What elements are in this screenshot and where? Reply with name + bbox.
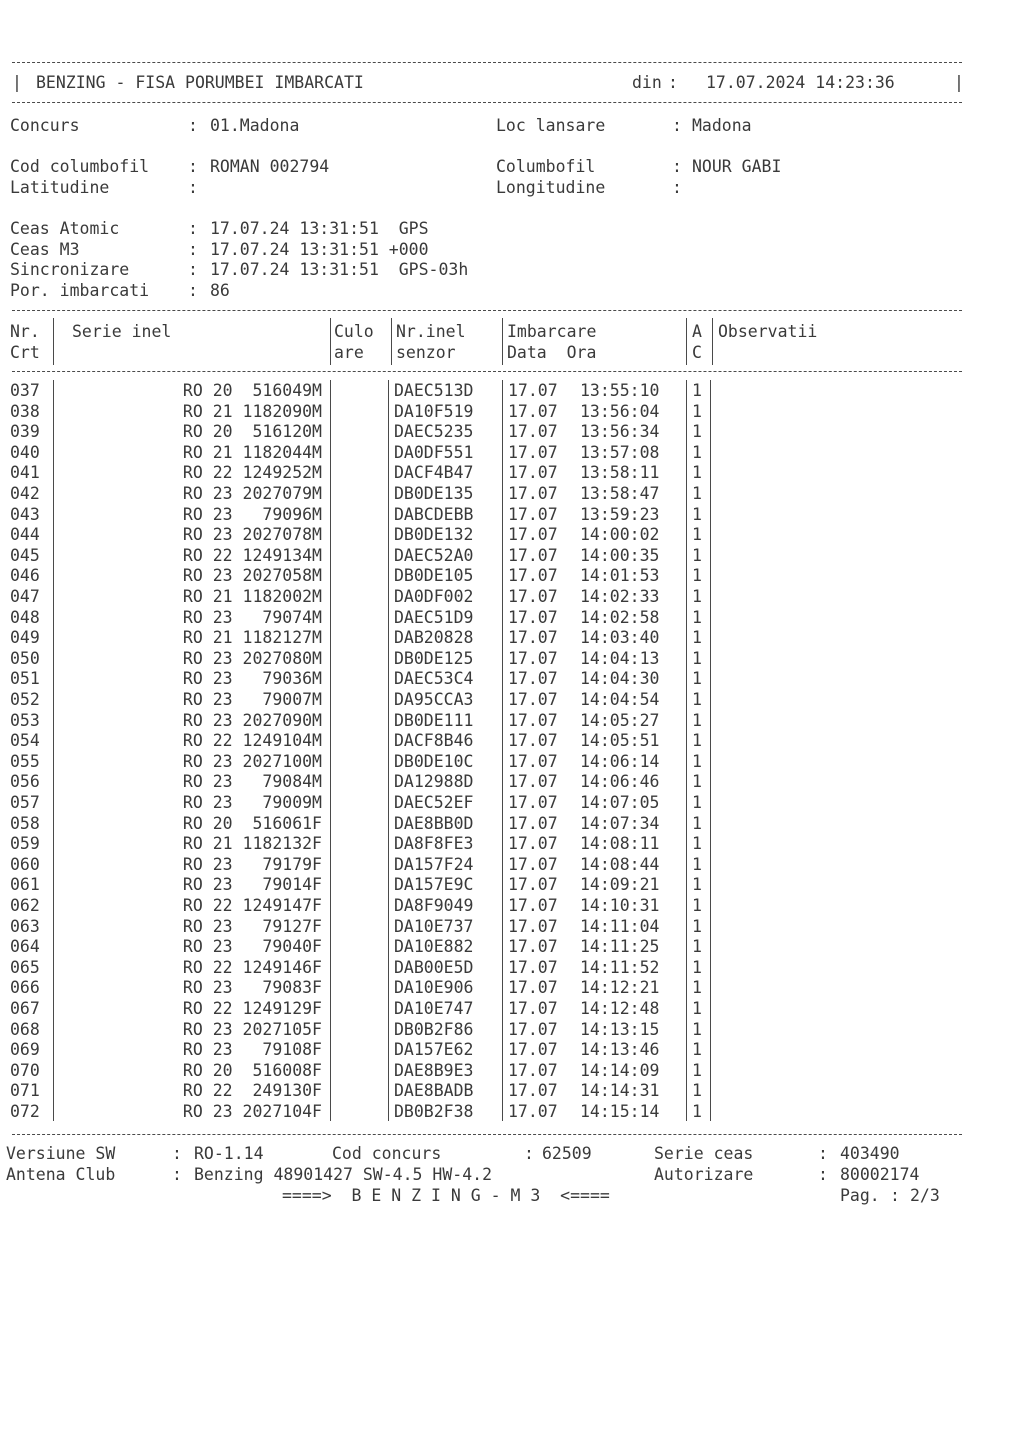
cell-ora: 14:11:04 — [580, 916, 660, 936]
cell-ora: 13:55:10 — [580, 381, 660, 400]
autorizare-label: Autorizare — [654, 1165, 754, 1184]
cell-nr-inel-senzor: DAE8B9E3 — [394, 1060, 474, 1080]
cell-nr-inel-senzor: DA10E906 — [394, 978, 474, 998]
autorizare-value: 80002174 — [840, 1165, 920, 1184]
cell-nr-inel-senzor: DB0DE125 — [394, 648, 474, 668]
col-separator — [330, 318, 331, 365]
cell-nr-inel-senzor: DABCDEBB — [394, 504, 474, 524]
cell-serie-inel: RO 23 2027100M — [182, 751, 322, 771]
cell-data: 17.07 — [508, 916, 558, 936]
cell-nr-inel-senzor: DB0DE10C — [394, 751, 474, 771]
cell-nr-inel-senzor: DA157E9C — [394, 875, 474, 895]
cell-nr: 058 — [10, 813, 40, 833]
cell-nr: 048 — [10, 607, 40, 627]
cell-nr-inel-senzor: DA0DF002 — [394, 587, 474, 606]
cell-serie-inel: RO 23 79009M — [182, 793, 322, 812]
concurs-label: Concurs — [10, 116, 80, 135]
cell-ora: 14:11:25 — [580, 937, 660, 957]
cell-ora: 14:07:05 — [580, 793, 660, 812]
cell-ora: 13:59:23 — [580, 504, 660, 524]
colon: : — [188, 157, 198, 176]
cell-data: 17.07 — [508, 1060, 558, 1080]
cell-ora: 14:06:46 — [580, 772, 660, 792]
cell-serie-inel: RO 20 516049M — [182, 381, 322, 400]
cell-nr-inel-senzor: DAB20828 — [394, 628, 474, 648]
colon: : — [172, 1144, 182, 1163]
table-top-rule — [12, 310, 962, 311]
cell-ora: 13:58:47 — [580, 484, 660, 503]
cell-serie-inel: RO 23 79036M — [182, 669, 322, 689]
brand-line: ====> B E N Z I N G - M 3 <==== — [282, 1186, 610, 1205]
cell-serie-inel: RO 23 2027080M — [182, 648, 322, 668]
cell-nr-inel-senzor: DB0B2F38 — [394, 1102, 474, 1121]
col-header-nr-inel-2: senzor — [396, 343, 456, 362]
cell-ac: 1 — [692, 751, 702, 771]
sincronizare-label: Sincronizare — [10, 260, 130, 279]
porumbei-imbarcati-label: Por. imbarcati — [10, 281, 150, 300]
cell-serie-inel: RO 23 79108F — [182, 1040, 322, 1060]
cell-nr: 057 — [10, 793, 40, 812]
cell-ac: 1 — [692, 401, 702, 421]
cell-ac: 1 — [692, 504, 702, 524]
versiune-sw-label: Versiune SW — [6, 1144, 116, 1163]
cell-ac: 1 — [692, 669, 702, 689]
cell-data: 17.07 — [508, 731, 558, 751]
header-title: BENZING - FISA PORUMBEI IMBARCATI — [36, 73, 364, 92]
cell-ora: 13:57:08 — [580, 442, 660, 462]
cell-ac: 1 — [692, 628, 702, 648]
col-separator — [686, 380, 687, 1121]
cell-ac: 1 — [692, 834, 702, 854]
cell-nr: 053 — [10, 710, 40, 730]
colon: : — [524, 1144, 534, 1163]
col-header-serie-inel: Serie inel — [72, 322, 172, 341]
cell-ac: 1 — [692, 1040, 702, 1060]
cell-nr: 061 — [10, 875, 40, 895]
cell-serie-inel: RO 22 1249134M — [182, 545, 322, 565]
cell-ora: 14:10:31 — [580, 896, 660, 915]
cell-nr: 069 — [10, 1040, 40, 1060]
colon: : — [188, 219, 198, 238]
cell-nr-inel-senzor: DAEC53C4 — [394, 669, 474, 689]
cell-nr-inel-senzor: DA157F24 — [394, 854, 474, 874]
cell-serie-inel: RO 22 1249104M — [182, 731, 322, 751]
cell-data: 17.07 — [508, 772, 558, 792]
versiune-sw-value: RO-1.14 — [194, 1144, 264, 1163]
cell-nr: 070 — [10, 1060, 40, 1080]
col-header-imbarcare: Imbarcare — [507, 322, 597, 341]
cell-data: 17.07 — [508, 854, 558, 874]
cell-ora: 14:05:27 — [580, 710, 660, 730]
col-separator — [686, 318, 687, 365]
cell-ora: 14:11:52 — [580, 957, 660, 977]
cell-serie-inel: RO 23 79084M — [182, 772, 322, 792]
cell-nr: 043 — [10, 504, 40, 524]
cell-serie-inel: RO 20 516008F — [182, 1060, 322, 1080]
cell-ac: 1 — [692, 484, 702, 503]
cell-ora: 14:15:14 — [580, 1102, 660, 1121]
cell-ac: 1 — [692, 896, 702, 915]
cell-data: 17.07 — [508, 545, 558, 565]
cell-nr: 059 — [10, 834, 40, 854]
cell-ac: 1 — [692, 587, 702, 606]
cell-ac: 1 — [692, 731, 702, 751]
cell-ora: 14:07:34 — [580, 813, 660, 833]
cell-serie-inel: RO 23 79083F — [182, 978, 322, 998]
cell-ac: 1 — [692, 566, 702, 586]
col-separator — [53, 380, 54, 1121]
cell-ac: 1 — [692, 607, 702, 627]
pag-label: Pag. — [840, 1186, 880, 1205]
concurs-value: 01.Madona — [210, 116, 300, 135]
col-header-nr-inel-1: Nr.inel — [396, 322, 466, 341]
cell-ac: 1 — [692, 937, 702, 957]
colon: : — [188, 260, 198, 279]
cell-ora: 14:05:51 — [580, 731, 660, 751]
cell-serie-inel: RO 21 1182090M — [182, 401, 322, 421]
cell-data: 17.07 — [508, 648, 558, 668]
cell-nr-inel-senzor: DB0B2F86 — [394, 1019, 474, 1039]
cell-nr: 072 — [10, 1102, 40, 1121]
cell-serie-inel: RO 21 1182132F — [182, 834, 322, 854]
col-separator — [502, 380, 503, 1121]
cell-ac: 1 — [692, 690, 702, 709]
cell-ora: 14:14:31 — [580, 1081, 660, 1101]
cell-data: 17.07 — [508, 834, 558, 854]
cell-nr-inel-senzor: DB0DE135 — [394, 484, 474, 503]
cell-data: 17.07 — [508, 710, 558, 730]
loc-lansare-value: Madona — [692, 116, 752, 135]
cell-data: 17.07 — [508, 875, 558, 895]
cell-data: 17.07 — [508, 525, 558, 545]
cell-nr: 065 — [10, 957, 40, 977]
cell-nr-inel-senzor: DA157E62 — [394, 1040, 474, 1060]
cell-ora: 13:56:04 — [580, 401, 660, 421]
cell-data: 17.07 — [508, 1081, 558, 1101]
cell-data: 17.07 — [508, 1019, 558, 1039]
cell-data: 17.07 — [508, 896, 558, 915]
cell-nr: 068 — [10, 1019, 40, 1039]
cell-data: 17.07 — [508, 1040, 558, 1060]
col-header-culoare-1: Culo — [334, 322, 374, 341]
cell-serie-inel: RO 23 79179F — [182, 854, 322, 874]
cell-ac: 1 — [692, 999, 702, 1018]
cell-nr: 052 — [10, 690, 40, 709]
cell-nr-inel-senzor: DA95CCA3 — [394, 690, 474, 709]
colon: : — [672, 116, 682, 135]
cell-nr: 060 — [10, 854, 40, 874]
footer-top-rule — [12, 1134, 962, 1135]
cell-nr: 042 — [10, 484, 40, 503]
cell-data: 17.07 — [508, 751, 558, 771]
cell-serie-inel: RO 23 2027090M — [182, 710, 322, 730]
cell-data: 17.07 — [508, 504, 558, 524]
sincronizare-value: 17.07.24 13:31:51 GPS-03h — [210, 260, 469, 279]
cell-nr: 066 — [10, 978, 40, 998]
cell-nr-inel-senzor: DA10E737 — [394, 916, 474, 936]
cell-ac: 1 — [692, 545, 702, 565]
cell-nr-inel-senzor: DAEC5235 — [394, 422, 474, 442]
colon: : — [188, 281, 198, 300]
cell-nr-inel-senzor: DA8F9049 — [394, 896, 474, 915]
col-header-data-ora: Data Ora — [507, 343, 597, 362]
cell-ora: 14:12:48 — [580, 999, 660, 1018]
col-separator — [710, 380, 711, 1121]
cell-nr-inel-senzor: DAEC51D9 — [394, 607, 474, 627]
serie-ceas-label: Serie ceas — [654, 1144, 754, 1163]
cell-ora: 14:14:09 — [580, 1060, 660, 1080]
cell-serie-inel: RO 23 79096M — [182, 504, 322, 524]
cell-serie-inel: RO 23 79007M — [182, 690, 322, 709]
cell-ora: 14:01:53 — [580, 566, 660, 586]
cell-data: 17.07 — [508, 628, 558, 648]
cell-nr-inel-senzor: DB0DE132 — [394, 525, 474, 545]
col-header-nr: Nr. — [10, 322, 40, 341]
cell-data: 17.07 — [508, 422, 558, 442]
loc-lansare-label: Loc lansare — [496, 116, 606, 135]
cell-data: 17.07 — [508, 978, 558, 998]
cell-ora: 14:00:35 — [580, 545, 660, 565]
ceas-atomic-value: 17.07.24 13:31:51 GPS — [210, 219, 429, 238]
cell-nr: 062 — [10, 896, 40, 915]
cell-data: 17.07 — [508, 937, 558, 957]
cell-nr: 071 — [10, 1081, 40, 1101]
colon: : — [672, 157, 682, 176]
cell-data: 17.07 — [508, 401, 558, 421]
colon: : — [890, 1186, 900, 1205]
cell-serie-inel: RO 23 2027058M — [182, 566, 322, 586]
cell-nr: 055 — [10, 751, 40, 771]
cell-ora: 13:56:34 — [580, 422, 660, 442]
cell-data: 17.07 — [508, 1102, 558, 1121]
cell-nr: 064 — [10, 937, 40, 957]
cell-nr: 051 — [10, 669, 40, 689]
header-date-label: din — [632, 73, 662, 92]
cell-ora: 14:02:33 — [580, 587, 660, 606]
cell-ora: 14:08:44 — [580, 854, 660, 874]
cell-nr-inel-senzor: DACF8B46 — [394, 731, 474, 751]
cell-ora: 14:00:02 — [580, 525, 660, 545]
cell-data: 17.07 — [508, 813, 558, 833]
cell-nr: 045 — [10, 545, 40, 565]
cell-ora: 14:04:13 — [580, 648, 660, 668]
colon: : — [818, 1144, 828, 1163]
col-header-culoare-2: are — [334, 343, 364, 362]
cell-nr-inel-senzor: DAEC52EF — [394, 793, 474, 812]
header-top-rule — [12, 62, 962, 63]
col-separator — [502, 318, 503, 365]
cell-ac: 1 — [692, 1019, 702, 1039]
col-separator — [388, 380, 389, 1121]
cell-ac: 1 — [692, 793, 702, 812]
cell-nr-inel-senzor: DACF4B47 — [394, 463, 474, 483]
cell-nr: 039 — [10, 422, 40, 442]
cell-nr: 054 — [10, 731, 40, 751]
ceas-m3-value: 17.07.24 13:31:51 +000 — [210, 240, 429, 259]
cell-ora: 14:06:14 — [580, 751, 660, 771]
cell-ora: 14:04:54 — [580, 690, 660, 709]
cell-nr-inel-senzor: DA10E747 — [394, 999, 474, 1018]
col-separator — [330, 380, 331, 1121]
header-bottom-rule — [12, 102, 962, 103]
cell-data: 17.07 — [508, 484, 558, 503]
cell-serie-inel: RO 23 2027104F — [182, 1102, 322, 1121]
cell-nr: 067 — [10, 999, 40, 1018]
antena-club-label: Antena Club — [6, 1165, 116, 1184]
cell-nr: 046 — [10, 566, 40, 586]
columbofil-value: NOUR GABI — [692, 157, 782, 176]
cell-nr-inel-senzor: DAE8BADB — [394, 1081, 474, 1101]
cell-ora: 14:04:30 — [580, 669, 660, 689]
header-date-value: 17.07.2024 14:23:36 — [706, 73, 895, 92]
cell-data: 17.07 — [508, 957, 558, 977]
cell-nr: 047 — [10, 587, 40, 606]
cell-data: 17.07 — [508, 587, 558, 606]
cell-serie-inel: RO 23 2027079M — [182, 484, 322, 503]
table-header-rule — [12, 371, 962, 372]
cell-serie-inel: RO 22 249130F — [182, 1081, 322, 1101]
cell-ac: 1 — [692, 772, 702, 792]
colon: : — [672, 178, 682, 197]
colon: : — [188, 116, 198, 135]
porumbei-imbarcati-value: 86 — [210, 281, 230, 300]
col-separator — [712, 318, 713, 365]
cell-nr-inel-senzor: DB0DE111 — [394, 710, 474, 730]
cell-data: 17.07 — [508, 793, 558, 812]
cell-nr-inel-senzor: DA12988D — [394, 772, 474, 792]
cell-nr-inel-senzor: DAEC52A0 — [394, 545, 474, 565]
colon: : — [188, 178, 198, 197]
cell-nr-inel-senzor: DAB00E5D — [394, 957, 474, 977]
cell-data: 17.07 — [508, 463, 558, 483]
antena-club-value: Benzing 48901427 SW-4.5 HW-4.2 — [194, 1165, 493, 1184]
cell-ora: 14:12:21 — [580, 978, 660, 998]
colon: : — [172, 1165, 182, 1184]
cell-nr-inel-senzor: DA10E882 — [394, 937, 474, 957]
cell-nr-inel-senzor: DB0DE105 — [394, 566, 474, 586]
cell-ac: 1 — [692, 442, 702, 462]
cod-columbofil-label: Cod columbofil — [10, 157, 150, 176]
cell-ora: 14:13:46 — [580, 1040, 660, 1060]
cell-nr-inel-senzor: DA8F8FE3 — [394, 834, 474, 854]
ceas-m3-label: Ceas M3 — [10, 240, 80, 259]
cell-ac: 1 — [692, 875, 702, 895]
cell-serie-inel: RO 23 2027105F — [182, 1019, 322, 1039]
longitudine-label: Longitudine — [496, 178, 606, 197]
col-separator — [391, 318, 392, 365]
pag-value: 2/3 — [910, 1186, 940, 1205]
cell-serie-inel: RO 22 1249129F — [182, 999, 322, 1018]
cell-ora: 14:09:21 — [580, 875, 660, 895]
cell-ac: 1 — [692, 1102, 702, 1121]
cell-ac: 1 — [692, 1060, 702, 1080]
cod-columbofil-value: ROMAN 002794 — [210, 157, 330, 176]
cell-serie-inel: RO 23 79040F — [182, 937, 322, 957]
cell-ac: 1 — [692, 710, 702, 730]
cell-data: 17.07 — [508, 690, 558, 709]
cell-ac: 1 — [692, 422, 702, 442]
header-date-colon: : — [668, 73, 678, 92]
cell-ac: 1 — [692, 978, 702, 998]
latitudine-label: Latitudine — [10, 178, 110, 197]
cell-nr: 041 — [10, 463, 40, 483]
cell-ora: 14:13:15 — [580, 1019, 660, 1039]
cell-ora: 14:02:58 — [580, 607, 660, 627]
cell-nr-inel-senzor: DA0DF551 — [394, 442, 474, 462]
cell-ac: 1 — [692, 463, 702, 483]
cell-serie-inel: RO 21 1182044M — [182, 442, 322, 462]
serie-ceas-value: 403490 — [840, 1144, 900, 1163]
cod-concurs-value: 62509 — [542, 1144, 592, 1163]
cell-data: 17.07 — [508, 566, 558, 586]
ceas-atomic-label: Ceas Atomic — [10, 219, 120, 238]
cell-ac: 1 — [692, 1081, 702, 1101]
cell-ora: 14:03:40 — [580, 628, 660, 648]
col-header-ac-1: A — [692, 322, 702, 341]
cell-serie-inel: RO 21 1182002M — [182, 587, 322, 606]
cell-serie-inel: RO 23 79127F — [182, 916, 322, 936]
cell-nr: 037 — [10, 381, 40, 400]
cell-nr: 063 — [10, 916, 40, 936]
cell-ora: 14:08:11 — [580, 834, 660, 854]
cod-concurs-label: Cod concurs — [332, 1144, 442, 1163]
cell-nr-inel-senzor: DA10F519 — [394, 401, 474, 421]
col-separator — [53, 318, 54, 365]
cell-data: 17.07 — [508, 442, 558, 462]
col-header-crt: Crt — [10, 343, 40, 362]
col-header-observatii: Observatii — [718, 322, 818, 341]
cell-nr: 044 — [10, 525, 40, 545]
cell-data: 17.07 — [508, 999, 558, 1018]
col-header-ac-2: C — [692, 343, 702, 362]
cell-nr: 056 — [10, 772, 40, 792]
colon: : — [188, 240, 198, 259]
cell-ac: 1 — [692, 813, 702, 833]
cell-nr: 038 — [10, 401, 40, 421]
cell-nr: 040 — [10, 442, 40, 462]
header-right-bar: | — [954, 73, 964, 92]
cell-ora: 13:58:11 — [580, 463, 660, 483]
cell-serie-inel: RO 20 516061F — [182, 813, 322, 833]
cell-serie-inel: RO 23 79074M — [182, 607, 322, 627]
cell-data: 17.07 — [508, 607, 558, 627]
cell-ac: 1 — [692, 854, 702, 874]
colon: : — [818, 1165, 828, 1184]
cell-ac: 1 — [692, 381, 702, 400]
cell-nr-inel-senzor: DAE8BB0D — [394, 813, 474, 833]
cell-serie-inel: RO 21 1182127M — [182, 628, 322, 648]
cell-nr: 049 — [10, 628, 40, 648]
cell-nr: 050 — [10, 648, 40, 668]
cell-ac: 1 — [692, 916, 702, 936]
cell-serie-inel: RO 23 79014F — [182, 875, 322, 895]
header-left-bar: | — [12, 73, 22, 92]
cell-serie-inel: RO 22 1249252M — [182, 463, 322, 483]
cell-ac: 1 — [692, 957, 702, 977]
columbofil-label: Columbofil — [496, 157, 596, 176]
cell-serie-inel: RO 22 1249147F — [182, 896, 322, 915]
cell-serie-inel: RO 20 516120M — [182, 422, 322, 442]
cell-data: 17.07 — [508, 381, 558, 400]
cell-serie-inel: RO 22 1249146F — [182, 957, 322, 977]
cell-nr-inel-senzor: DAEC513D — [394, 381, 474, 400]
cell-ac: 1 — [692, 648, 702, 668]
cell-serie-inel: RO 23 2027078M — [182, 525, 322, 545]
cell-ac: 1 — [692, 525, 702, 545]
cell-data: 17.07 — [508, 669, 558, 689]
